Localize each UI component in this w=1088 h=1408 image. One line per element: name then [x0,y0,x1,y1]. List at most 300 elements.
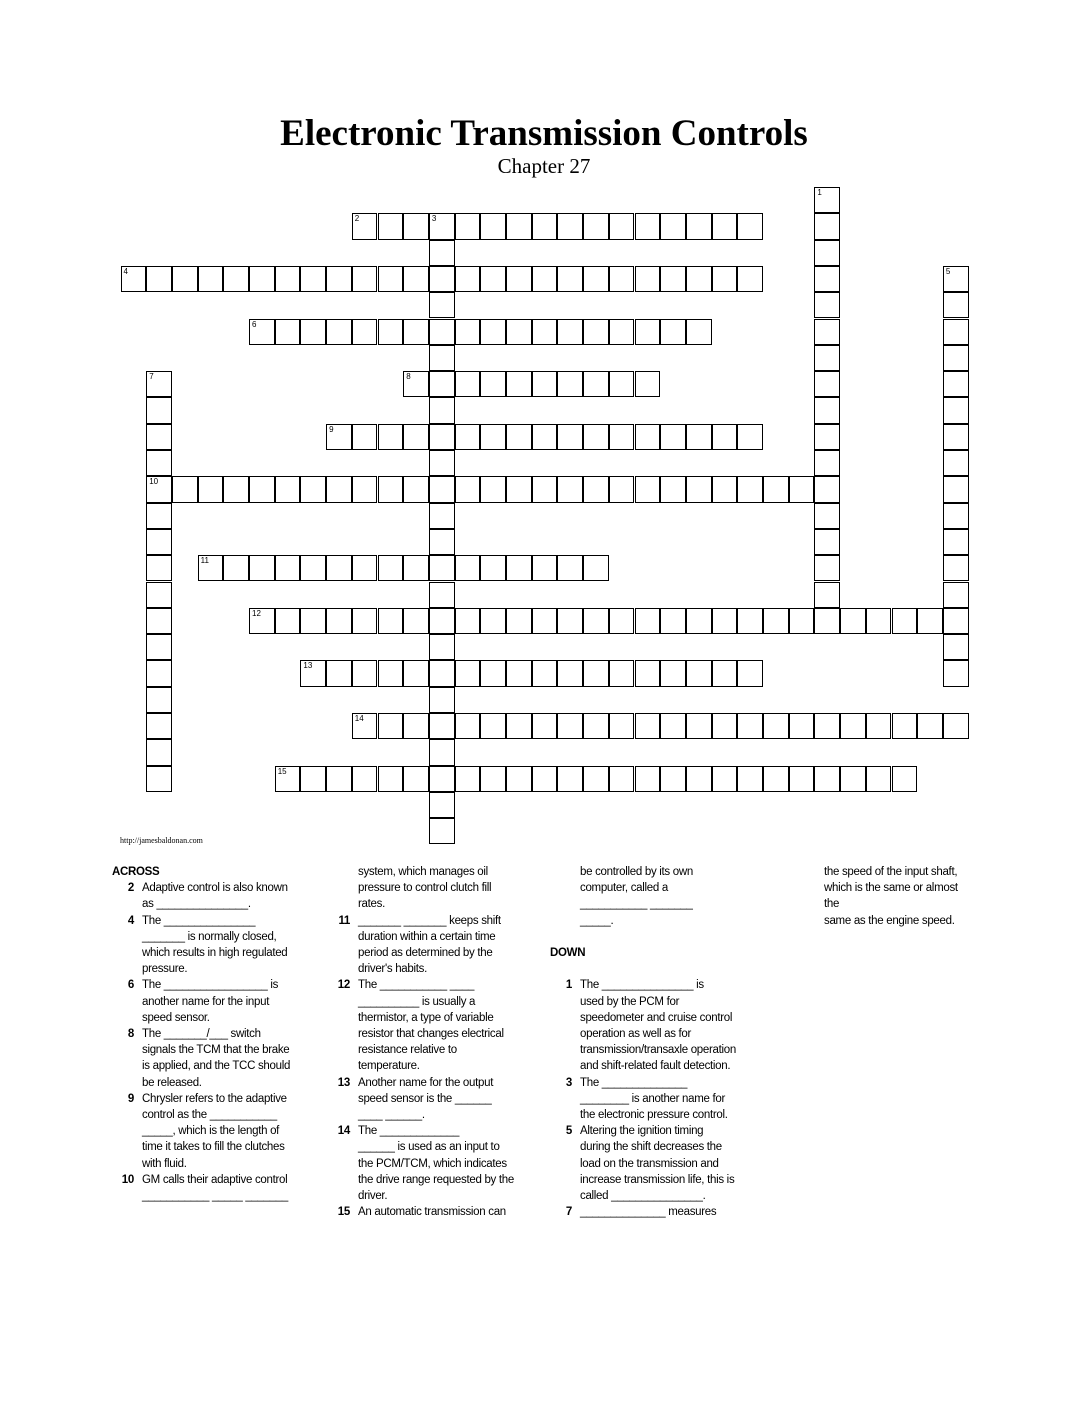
grid-cell[interactable] [429,503,455,529]
grid-cell[interactable] [403,476,429,502]
grid-cell[interactable] [609,660,635,686]
clue-number-label: 8 [127,1028,134,1041]
grid-cell[interactable] [763,476,789,502]
grid-cell[interactable] [532,476,558,502]
clue-text: The ______________ ________ is another name for the electronic pressure control. [580,1076,728,1121]
grid-cell[interactable] [660,476,686,502]
grid-cell[interactable] [840,766,866,792]
grid-cell[interactable] [532,713,558,739]
grid-cell[interactable] [429,660,455,686]
grid-cell[interactable] [506,660,532,686]
grid-cell[interactable] [532,424,558,450]
grid-cell[interactable] [429,739,455,765]
grid-cell[interactable] [943,634,969,660]
grid-cell[interactable] [455,476,481,502]
grid-cell[interactable] [172,476,198,502]
grid-cell[interactable] [532,371,558,397]
grid-cell[interactable] [403,555,429,581]
grid-cell[interactable] [146,397,172,423]
grid-cell[interactable] [609,424,635,450]
grid-cell[interactable] [660,266,686,292]
grid-cell[interactable] [429,687,455,713]
grid-cell[interactable] [763,713,789,739]
grid-cell[interactable] [403,713,429,739]
grid-cell[interactable] [917,608,943,634]
grid-cell[interactable] [506,213,532,239]
grid-cell[interactable] [506,319,532,345]
grid-cell[interactable] [737,766,763,792]
grid-cell[interactable] [249,555,275,581]
grid-cell[interactable] [737,213,763,239]
grid-cell[interactable] [943,450,969,476]
grid-cell[interactable] [712,660,738,686]
grid-cell[interactable] [557,213,583,239]
grid-cell[interactable] [146,582,172,608]
grid-cell[interactable] [712,266,738,292]
grid-cell[interactable] [814,345,840,371]
grid-cell[interactable] [686,608,712,634]
grid-cell[interactable] [480,213,506,239]
grid-cell[interactable] [557,766,583,792]
grid-cell[interactable] [429,371,455,397]
grid-cell[interactable] [686,713,712,739]
grid-cell[interactable] [198,266,224,292]
grid-cell[interactable] [403,319,429,345]
grid-cell[interactable] [814,319,840,345]
grid-cell[interactable] [275,766,301,792]
grid-cell[interactable] [609,319,635,345]
grid-cell[interactable] [789,766,815,792]
grid-cell[interactable] [455,766,481,792]
grid-cell[interactable] [146,687,172,713]
grid-cell[interactable] [506,424,532,450]
grid-cell[interactable] [686,319,712,345]
grid-cell[interactable] [686,213,712,239]
grid-cell[interactable] [943,503,969,529]
grid-cell[interactable] [943,608,969,634]
grid-cell[interactable] [814,503,840,529]
grid-cell[interactable] [429,266,455,292]
grid-cell[interactable] [583,713,609,739]
grid-cell[interactable] [403,424,429,450]
grid-cell[interactable] [635,608,661,634]
grid-cell[interactable] [300,476,326,502]
grid-cell[interactable] [300,766,326,792]
down-header: DOWN [550,947,586,959]
grid-cell[interactable] [532,608,558,634]
grid-cell[interactable] [583,766,609,792]
grid-cell[interactable] [429,555,455,581]
grid-cell[interactable] [635,424,661,450]
grid-cell[interactable] [146,529,172,555]
grid-cell[interactable] [789,713,815,739]
grid-cell[interactable] [943,529,969,555]
grid-cell[interactable] [866,766,892,792]
grid-cell[interactable] [583,319,609,345]
grid-cell[interactable] [866,608,892,634]
grid-cell[interactable] [378,476,404,502]
spacer [550,961,750,977]
clue-column-3 [550,864,750,1220]
grid-cell[interactable] [609,266,635,292]
grid-cell[interactable] [455,608,481,634]
grid-cell[interactable] [737,424,763,450]
grid-cell[interactable] [455,424,481,450]
grid-cell[interactable] [352,555,378,581]
clue-10 [112,1172,302,1204]
grid-cell[interactable] [326,266,352,292]
grid-cell[interactable] [943,345,969,371]
grid-cell[interactable] [840,608,866,634]
grid-cell[interactable] [480,555,506,581]
grid-cell[interactable] [429,240,455,266]
grid-cell[interactable] [352,766,378,792]
grid-cell[interactable] [583,371,609,397]
grid-cell[interactable] [146,266,172,292]
grid-cell[interactable] [943,476,969,502]
grid-cell[interactable] [429,608,455,634]
grid-cell[interactable] [429,634,455,660]
grid-cell[interactable] [635,476,661,502]
grid-cell[interactable] [352,319,378,345]
grid-cell[interactable] [686,476,712,502]
grid-cell[interactable] [814,529,840,555]
grid-cell[interactable] [892,766,918,792]
grid-cell[interactable] [763,766,789,792]
grid-cell[interactable] [557,713,583,739]
grid-cell[interactable] [557,660,583,686]
grid-cell[interactable] [814,292,840,318]
grid-cell[interactable] [737,660,763,686]
grid-cell[interactable] [300,555,326,581]
grid-cell[interactable] [583,555,609,581]
grid-cell[interactable] [660,608,686,634]
grid-cell[interactable] [506,555,532,581]
grid-cell[interactable] [403,660,429,686]
grid-cell[interactable] [943,319,969,345]
grid-cell[interactable] [480,713,506,739]
grid-cell[interactable] [712,424,738,450]
grid-cell[interactable] [712,476,738,502]
grid-cell[interactable] [609,371,635,397]
grid-cell[interactable] [892,608,918,634]
grid-cell[interactable] [506,608,532,634]
clue-number: 14 [354,714,364,723]
grid-cell[interactable] [121,266,147,292]
grid-cell[interactable] [480,766,506,792]
grid-cell[interactable] [172,266,198,292]
grid-cell[interactable] [480,371,506,397]
grid-cell[interactable] [378,713,404,739]
grid-cell[interactable] [352,213,378,239]
grid-cell[interactable] [686,660,712,686]
grid-cell[interactable] [557,608,583,634]
clue-14 [328,1123,528,1204]
grid-cell[interactable] [712,766,738,792]
grid-cell[interactable] [557,319,583,345]
grid-cell[interactable] [660,660,686,686]
grid-cell[interactable] [557,555,583,581]
grid-cell[interactable] [840,713,866,739]
grid-cell[interactable] [300,266,326,292]
grid-cell[interactable] [814,555,840,581]
grid-cell[interactable] [480,608,506,634]
grid-cell[interactable] [326,660,352,686]
grid-cell[interactable] [814,476,840,502]
grid-cell[interactable] [557,424,583,450]
grid-cell[interactable] [300,660,326,686]
grid-cell[interactable] [455,371,481,397]
grid-cell[interactable] [249,608,275,634]
grid-cell[interactable] [429,424,455,450]
grid-cell[interactable] [146,555,172,581]
grid-cell[interactable] [146,739,172,765]
grid-cell[interactable] [403,266,429,292]
grid-cell[interactable] [275,476,301,502]
grid-cell[interactable] [789,476,815,502]
grid-cell[interactable] [814,582,840,608]
grid-cell[interactable] [892,713,918,739]
grid-cell[interactable] [249,476,275,502]
grid-cell[interactable] [275,608,301,634]
grid-cell[interactable] [429,766,455,792]
grid-cell[interactable] [943,555,969,581]
grid-cell[interactable] [275,266,301,292]
grid-cell[interactable] [686,424,712,450]
grid-cell[interactable] [712,608,738,634]
grid-cell[interactable] [429,529,455,555]
grid-cell[interactable] [943,424,969,450]
grid-cell[interactable] [378,266,404,292]
grid-cell[interactable] [712,713,738,739]
grid-cell[interactable] [480,476,506,502]
grid-cell[interactable] [378,424,404,450]
grid-cell[interactable] [429,292,455,318]
grid-cell[interactable] [635,319,661,345]
grid-cell[interactable] [506,713,532,739]
grid-cell[interactable] [352,266,378,292]
grid-cell[interactable] [223,476,249,502]
grid-cell[interactable] [943,660,969,686]
grid-cell[interactable] [146,766,172,792]
grid-cell[interactable] [737,266,763,292]
grid-cell[interactable] [814,397,840,423]
grid-cell[interactable] [686,266,712,292]
grid-cell[interactable] [557,266,583,292]
grid-cell[interactable] [814,187,840,213]
grid-cell[interactable] [814,713,840,739]
clue-number: 4 [123,266,128,276]
grid-cell[interactable] [326,766,352,792]
grid-cell[interactable] [403,608,429,634]
clue-column-2 [328,864,528,1220]
grid-cell[interactable] [146,450,172,476]
grid-cell[interactable] [557,371,583,397]
grid-cell[interactable] [814,450,840,476]
grid-cell[interactable] [635,713,661,739]
grid-cell[interactable] [429,345,455,371]
grid-cell[interactable] [763,608,789,634]
grid-cell[interactable] [737,713,763,739]
grid-cell[interactable] [146,713,172,739]
grid-cell[interactable] [146,660,172,686]
grid-cell[interactable] [429,319,455,345]
grid-cell[interactable] [583,660,609,686]
grid-cell[interactable] [583,608,609,634]
grid-cell[interactable] [660,766,686,792]
grid-cell[interactable] [378,213,404,239]
grid-cell[interactable] [403,766,429,792]
grid-cell[interactable] [480,266,506,292]
grid-cell[interactable] [146,424,172,450]
grid-cell[interactable] [429,213,455,239]
grid-cell[interactable] [814,266,840,292]
clue-text: Altering the ignition timing during the shift decreases the load on the transmission and increase transmission life, this is called _______________. [580,1125,735,1203]
grid-cell[interactable] [583,476,609,502]
clue-number-label: 15 [337,1206,350,1219]
grid-cell[interactable] [352,713,378,739]
grid-cell[interactable] [480,424,506,450]
grid-cell[interactable] [609,713,635,739]
grid-cell[interactable] [737,476,763,502]
grid-cell[interactable] [609,476,635,502]
grid-cell[interactable] [429,450,455,476]
grid-cell[interactable] [455,266,481,292]
clue-continuation: the speed of the input shaft, which is the same or almost the same as the engine speed. [824,866,958,927]
grid-cell[interactable] [429,476,455,502]
grid-cell[interactable] [455,319,481,345]
grid-cell[interactable] [943,371,969,397]
grid-cell[interactable] [223,266,249,292]
grid-cell[interactable] [480,660,506,686]
grid-cell[interactable] [326,424,352,450]
grid-cell[interactable] [506,266,532,292]
grid-cell[interactable] [249,266,275,292]
grid-cell[interactable] [609,213,635,239]
grid-cell[interactable] [943,292,969,318]
grid-cell[interactable] [506,476,532,502]
grid-cell[interactable] [429,792,455,818]
grid-cell[interactable] [686,766,712,792]
clue-continuation: be controlled by its own computer, called a ___________ _______ _____. [580,866,693,927]
grid-cell[interactable] [455,660,481,686]
grid-cell[interactable] [378,555,404,581]
grid-cell[interactable] [660,319,686,345]
grid-cell[interactable] [583,424,609,450]
grid-cell[interactable] [532,266,558,292]
grid-cell[interactable] [789,608,815,634]
grid-cell[interactable] [300,319,326,345]
grid-cell[interactable] [609,608,635,634]
grid-cell[interactable] [352,424,378,450]
grid-cell[interactable] [712,213,738,239]
grid-cell[interactable] [814,371,840,397]
grid-cell[interactable] [275,555,301,581]
grid-cell[interactable] [609,766,635,792]
grid-cell[interactable] [403,213,429,239]
grid-cell[interactable] [378,766,404,792]
grid-cell[interactable] [943,266,969,292]
grid-cell[interactable] [635,213,661,239]
grid-cell[interactable] [198,555,224,581]
grid-cell[interactable] [532,660,558,686]
grid-cell[interactable] [429,582,455,608]
grid-cell[interactable] [223,555,249,581]
grid-cell[interactable] [480,319,506,345]
grid-cell[interactable] [403,371,429,397]
grid-cell[interactable] [455,213,481,239]
grid-cell[interactable] [660,213,686,239]
grid-cell[interactable] [532,766,558,792]
grid-cell[interactable] [455,713,481,739]
grid-cell[interactable] [352,476,378,502]
grid-cell[interactable] [146,476,172,502]
clue-number-label: 6 [127,979,134,992]
clue-number-label: 13 [337,1076,350,1089]
grid-cell[interactable] [917,713,943,739]
grid-cell[interactable] [506,371,532,397]
grid-cell[interactable] [378,608,404,634]
grid-cell[interactable] [814,424,840,450]
grid-cell[interactable] [506,766,532,792]
grid-cell[interactable] [249,319,275,345]
grid-cell[interactable] [146,634,172,660]
grid-cell[interactable] [378,660,404,686]
grid-cell[interactable] [300,608,326,634]
grid-cell[interactable] [635,660,661,686]
grid-cell[interactable] [583,266,609,292]
grid-cell[interactable] [146,608,172,634]
grid-cell[interactable] [635,371,661,397]
grid-cell[interactable] [429,713,455,739]
grid-cell[interactable] [326,608,352,634]
grid-cell[interactable] [660,713,686,739]
grid-cell[interactable] [146,503,172,529]
grid-cell[interactable] [455,555,481,581]
grid-cell[interactable] [378,319,404,345]
grid-cell[interactable] [532,555,558,581]
grid-cell[interactable] [352,660,378,686]
grid-cell[interactable] [326,555,352,581]
grid-cell[interactable] [146,371,172,397]
grid-cell[interactable] [429,397,455,423]
grid-cell[interactable] [943,713,969,739]
grid-cell[interactable] [275,319,301,345]
grid-cell[interactable] [532,213,558,239]
clue-8 [112,1026,302,1091]
grid-cell[interactable] [326,476,352,502]
grid-cell[interactable] [635,766,661,792]
grid-cell[interactable] [635,266,661,292]
grid-cell[interactable] [814,608,840,634]
grid-cell[interactable] [814,766,840,792]
clue-text: Another name for the output speed sensor is the ______ ____ ______. [358,1076,494,1122]
grid-cell[interactable] [429,818,455,844]
grid-cell[interactable] [532,319,558,345]
grid-cell[interactable] [814,213,840,239]
grid-cell[interactable] [814,240,840,266]
grid-cell[interactable] [557,476,583,502]
grid-cell[interactable] [198,476,224,502]
grid-cell[interactable] [660,424,686,450]
grid-cell[interactable] [866,713,892,739]
grid-cell[interactable] [352,608,378,634]
grid-cell[interactable] [737,608,763,634]
grid-cell[interactable] [943,397,969,423]
grid-cell[interactable] [326,319,352,345]
grid-cell[interactable] [583,213,609,239]
grid-cell[interactable] [943,582,969,608]
